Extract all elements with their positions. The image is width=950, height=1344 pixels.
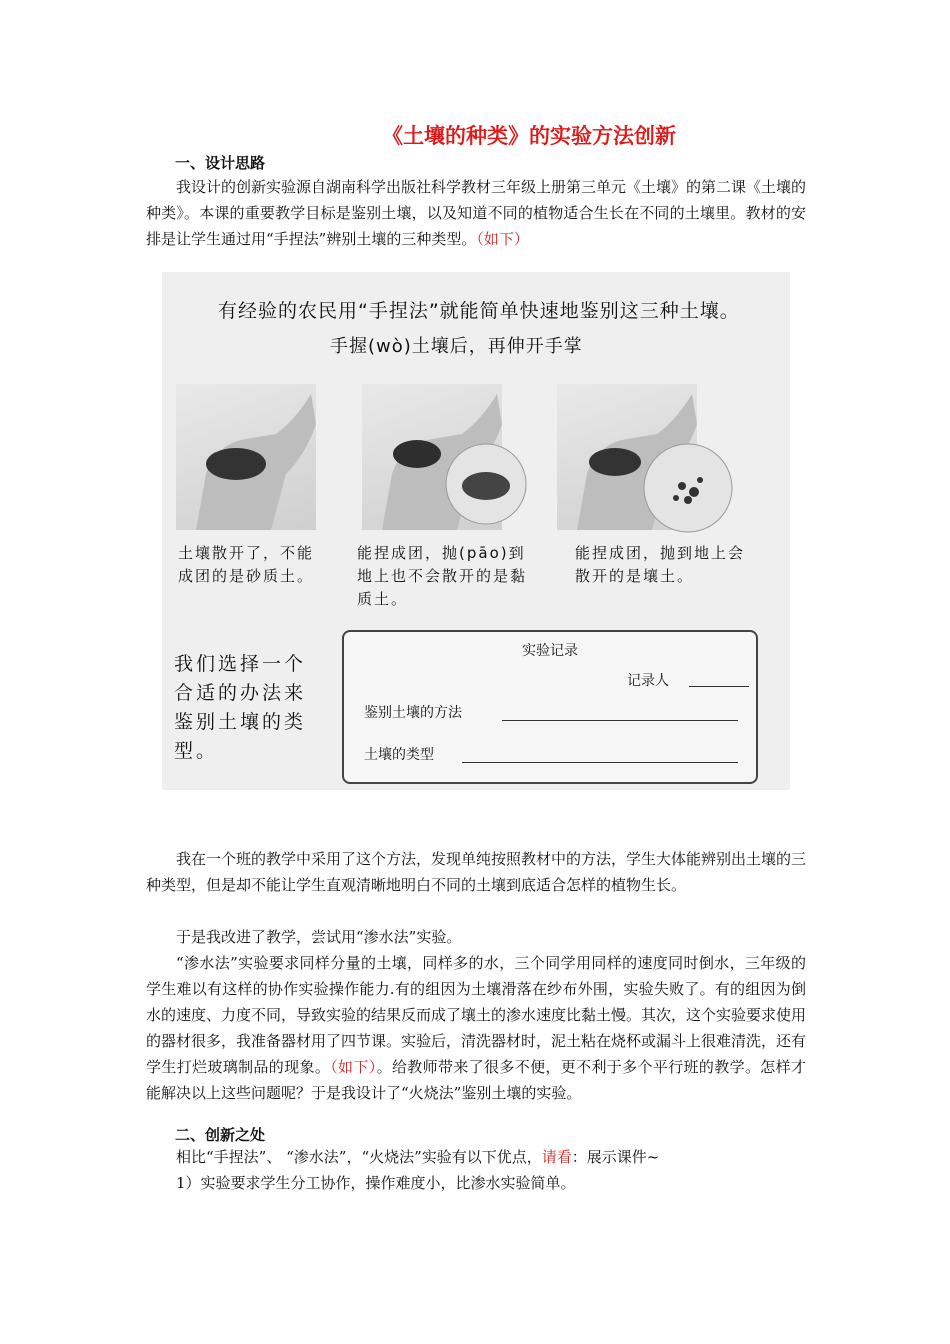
textbook-line2: 手握(wò)土壤后，再伸开手掌 [330,336,583,357]
paragraph-observation: 我在一个班的教学中采用了这个方法，发现单纯按照教材中的方法，学生大体能辨别出土壤的三种类型，但是却不能让学生直观清晰地明白不同的土壤到底适合怎样的植物生长。 [146,850,807,894]
section-heading-design: 一、设计思路 [175,154,266,172]
seepage-note: （如下） [330,1058,377,1076]
paragraph-comparison [146,1144,806,1170]
clay-closeup-circle [444,442,528,526]
hand-photo-sand [176,384,316,530]
textbook-image [162,272,790,790]
comparison-note: 请看 [541,1148,572,1166]
paragraph-intro [146,174,806,252]
record-title: 实验记录 [522,643,578,659]
caption-loam: 能捏成团，抛到地上会散开的是壤土。 [575,544,746,585]
paragraph-improvement: 于是我改进了教学，尝试用“渗水法”实验。 [176,928,462,946]
caption-sand: 土壤散开了，不能成团的是砂质土。 [178,544,315,585]
experiment-record-box [342,630,758,784]
record-type-label: 土壤的类型 [364,747,434,763]
textbook-instruction: 我们选择一个合适的办法来鉴别土壤的类型。 [174,653,307,762]
page-title: 《土壤的种类》的实验方法创新 [382,124,676,148]
textbook-line1: 有经验的农民用“手捏法”就能简单快速地鉴别这三种土壤。 [218,300,740,322]
intro-text: 我设计的创新实验源自湖南科学出版社科学教材三年级上册第三单元《土壤》的第二课《土壤的种类》。本课的重要教学目标是鉴别土壤，以及知道不同的植物适合生长在不同的土壤里。教材的安排是让学生通过用“手捏法”辨别土壤的三种类型。 [146,178,807,248]
paragraph-seepage [146,950,806,1106]
seepage-text-end: 。给教师带来了很多不便，更不利于多个平行班的教学。怎样才能解决以上这些问题呢？于是我设计了“火烧法”鉴别土壤的实验。 [146,1058,806,1102]
comparison-text-end: ：展示课件~ [571,1148,660,1166]
intro-note: （如下） [476,230,529,248]
seepage-text: “渗水法”实验要求同样分量的土壤，同样多的水，三个同学用同样的速度同时倒水，三年级的学生难以有这样的协作实验操作能力.有的组因为土壤滑落在纱布外围，实验失败了。有的组因为倒水的速度、力度不同，导致实验的结果反而成了壤土的渗水速度比黏土慢。其次，这个实验要求使用的器材很多，我准备器材用了四节课。实验后，清洗器材时，泥土粘在烧杯或漏斗上很难清洗，还有学生打烂玻璃制品的现象。 [146,954,807,1076]
paragraph-advantage-1: 1）实验要求学生分工协作，操作难度小，比渗水实验简单。 [176,1174,576,1192]
method-blank [502,720,738,721]
comparison-text: 相比“手捏法”、 “渗水法”，“火烧法”实验有以下优点， [176,1148,542,1166]
caption-clay: 能捏成团，抛(pāo)到地上也不会散开的是黏质土。 [357,544,528,608]
loam-closeup-circle [642,442,734,534]
type-blank [462,762,738,763]
section-heading-innovation: 二、创新之处 [175,1126,266,1144]
record-recorder-label: 记录人 [627,673,669,689]
recorder-blank [689,686,749,687]
record-method-label: 鉴别土壤的方法 [364,705,462,721]
